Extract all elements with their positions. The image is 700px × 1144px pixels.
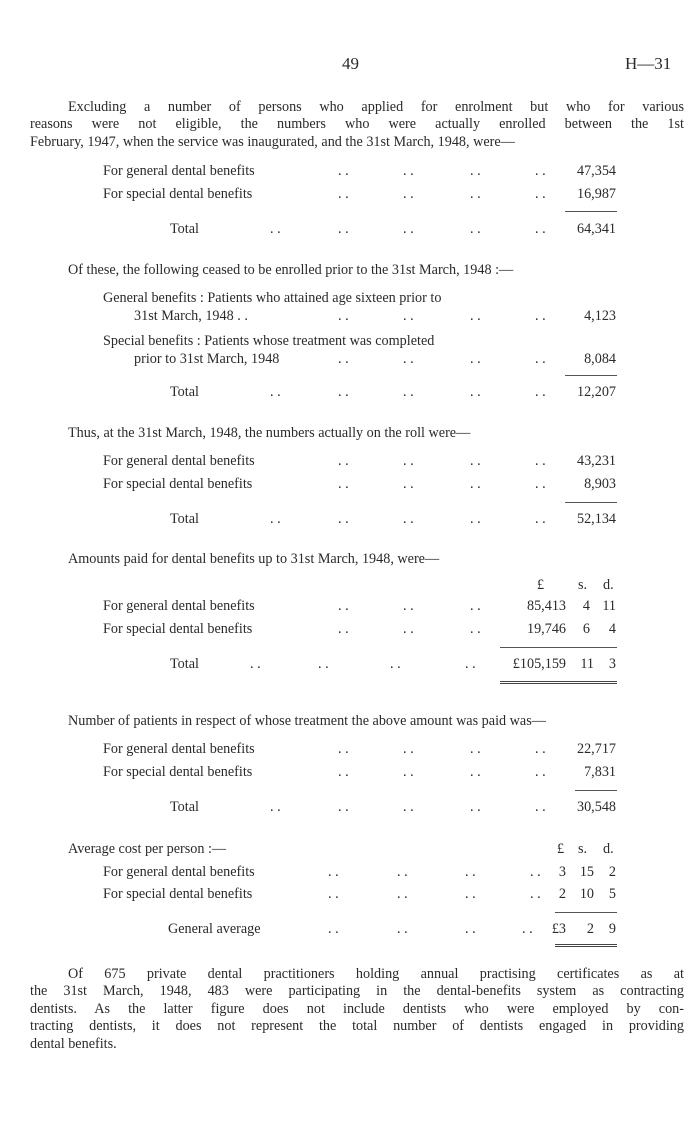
leader-dots: . . [535,384,546,400]
leader-dots: . . [470,453,481,469]
col-pounds: £ [537,577,545,593]
pounds-value: 19,746 [526,621,566,637]
leader-dots: . . [465,921,476,937]
leader-dots: . . [465,886,476,902]
pence-value: 4 [608,621,616,637]
closing-paragraph [30,966,684,1053]
pence-value: 2 [608,864,616,880]
row-value: 7,831 [584,764,616,780]
leader-dots: . . [403,598,414,614]
row-value: 16,987 [576,186,616,202]
row-label: Special benefits : Patients whose treatment was completed [103,333,435,349]
leader-dots: . . [270,384,281,400]
leader-dots: . . [338,476,349,492]
table-row [0,186,700,204]
row-value: 8,903 [584,476,616,492]
leader-dots: . . [470,476,481,492]
leader-dots: . . [535,163,546,179]
sum-rule [565,375,617,376]
pounds-value: 85,413 [526,598,566,614]
section-heading [0,841,700,859]
shillings-value: 15 [579,864,594,880]
col-pence: d. [603,841,614,857]
heading-text: Thus, at the 31st March, 1948, the numbers actually on the roll were— [68,425,471,441]
leader-dots: . . [338,764,349,780]
table-row [0,333,700,351]
heading-text: Of these, the following ceased to be enrolled prior to the 31st March, 1948 :— [68,262,514,278]
table-row [0,476,700,494]
sum-rule [555,912,617,913]
leader-dots: . . [338,598,349,614]
pounds-value: 2 [558,886,566,902]
leader-dots: . . [470,221,481,237]
shillings-value: 10 [579,886,594,902]
leader-dots: . . [535,308,546,324]
leader-dots: . . [470,799,481,815]
leader-dots: . . [338,186,349,202]
col-shillings: s. [578,577,588,593]
leader-dots: . . [403,799,414,815]
leader-dots: . . [250,656,261,672]
row-label: For general dental benefits [103,598,255,614]
leader-dots: . . [270,511,281,527]
leader-dots: . . [403,764,414,780]
leader-dots: . . [338,351,349,367]
shillings-value: 4 [582,598,590,614]
leader-dots: . . [397,921,408,937]
leader-dots: . . [397,864,408,880]
pence-value: 11 [602,598,616,614]
leader-dots: . . [270,799,281,815]
row-value: 8,084 [584,351,616,367]
row-label: For general dental benefits [103,741,255,757]
leader-dots: . . [470,764,481,780]
row-label: For special dental benefits [103,186,253,202]
leader-dots: . . [535,351,546,367]
row-label: For general dental benefits [103,163,255,179]
total-pence: 3 [608,656,616,672]
leader-dots: . . [535,453,546,469]
leader-dots: . . [403,511,414,527]
leader-dots: . . [403,351,414,367]
table-row [0,290,700,308]
closing-line: tracting dentists, it does not represent the total number of dentists engaged in providing [30,1018,684,1035]
intro-paragraph [30,99,684,151]
total-label: Total [170,656,199,672]
table-row [0,621,700,639]
col-pence: d. [603,577,614,593]
row-value: 43,231 [576,453,616,469]
heading-text: Average cost per person :— [68,841,227,857]
leader-dots: . . [535,799,546,815]
closing-line: the 31st March, 1948, 483 were participating in the dental-benefits system as contracting [30,983,684,1000]
row-label: 31st March, 1948 . . [134,308,248,324]
double-rule [555,944,617,947]
document-code: H—31 [625,54,672,73]
leader-dots: . . [403,741,414,757]
sum-rule [565,211,617,212]
section-heading [0,713,700,731]
total-value: 12,207 [576,384,616,400]
leader-dots: . . [535,186,546,202]
total-pounds: £3 [551,921,566,937]
leader-dots: . . [535,741,546,757]
sum-rule [500,647,617,648]
leader-dots: . . [470,598,481,614]
leader-dots: . . [403,163,414,179]
row-label: For special dental benefits [103,764,253,780]
total-value: 30,548 [576,799,616,815]
table-row [0,351,700,369]
column-header-row [0,577,700,595]
table-row [0,741,700,759]
col-shillings: s. [578,841,588,857]
heading-text: Amounts paid for dental benefits up to 31st March, 1948, were— [68,551,440,567]
leader-dots: . . [338,511,349,527]
row-label: For general dental benefits [103,864,255,880]
leader-dots: . . [465,656,476,672]
leader-dots: . . [338,308,349,324]
total-row [0,656,700,674]
leader-dots: . . [470,384,481,400]
shillings-value: 6 [582,621,590,637]
leader-dots: . . [522,921,533,937]
leader-dots: . . [530,886,541,902]
leader-dots: . . [270,221,281,237]
intro-line: Excluding a number of persons who applied for enrolment but who for various [68,99,684,115]
row-value: 4,123 [584,308,616,324]
total-row [0,384,700,402]
leader-dots: . . [470,351,481,367]
section-heading [0,262,700,280]
page-number: 49 [342,54,359,73]
pounds-value: 3 [558,864,566,880]
leader-dots: . . [530,864,541,880]
leader-dots: . . [535,511,546,527]
leader-dots: . . [328,921,339,937]
total-row [0,921,700,939]
table-row [0,453,700,471]
table-row [0,598,700,616]
total-label: Total [170,511,199,527]
sum-rule [565,502,617,503]
leader-dots: . . [535,221,546,237]
leader-dots: . . [318,656,329,672]
leader-dots: . . [403,621,414,637]
row-label: For special dental benefits [103,621,253,637]
leader-dots: . . [403,308,414,324]
leader-dots: . . [470,621,481,637]
leader-dots: . . [338,799,349,815]
leader-dots: . . [403,186,414,202]
row-label: General benefits : Patients who attained age sixteen prior to [103,290,442,306]
table-row [0,764,700,782]
closing-line: dental benefits. [30,1035,117,1052]
row-value: 47,354 [576,163,616,179]
table-row [0,308,700,326]
row-label: For special dental benefits [103,476,253,492]
total-row [0,799,700,817]
closing-line: Of 675 private dental practitioners holding annual practising certificates as at [68,966,684,982]
total-row [0,221,700,239]
leader-dots: . . [338,621,349,637]
total-label: Total [170,221,199,237]
closing-line: dentists. As the latter figure does not include dentists who were employed by con- [30,1000,684,1017]
leader-dots: . . [470,186,481,202]
section-heading [0,551,700,569]
leader-dots: . . [338,221,349,237]
leader-dots: . . [470,308,481,324]
table-row [0,864,700,882]
total-value: 64,341 [576,221,616,237]
row-label: For special dental benefits [103,886,253,902]
sum-rule [575,790,617,791]
section-heading [0,425,700,443]
total-shillings: 11 [580,656,594,672]
intro-line: February, 1947, when the service was inaugurated, and the 31st March, 1948, were— [30,133,515,150]
total-pence: 9 [608,921,616,937]
table-row [0,886,700,904]
leader-dots: . . [338,384,349,400]
table-row [0,163,700,181]
leader-dots: . . [338,453,349,469]
total-value: 52,134 [576,511,616,527]
double-rule [500,681,617,684]
total-label: Total [170,799,199,815]
leader-dots: . . [338,163,349,179]
total-pounds: £105,159 [512,656,566,672]
leader-dots: . . [403,221,414,237]
total-label: Total [170,384,199,400]
col-pounds: £ [557,841,565,857]
heading-text: Number of patients in respect of whose treatment the above amount was paid was— [68,713,546,729]
row-label: For general dental benefits [103,453,255,469]
leader-dots: . . [535,764,546,780]
leader-dots: . . [470,511,481,527]
intro-line: reasons were not eligible, the numbers who were actually enrolled between the 1st [30,116,684,133]
leader-dots: . . [535,476,546,492]
leader-dots: . . [403,476,414,492]
row-label: prior to 31st March, 1948 [134,351,280,367]
leader-dots: . . [390,656,401,672]
leader-dots: . . [403,384,414,400]
leader-dots: . . [470,163,481,179]
leader-dots: . . [338,741,349,757]
pence-value: 5 [608,886,616,902]
leader-dots: . . [397,886,408,902]
leader-dots: . . [328,864,339,880]
total-label: General average [168,921,261,937]
leader-dots: . . [403,453,414,469]
total-shillings: 2 [586,921,594,937]
leader-dots: . . [328,886,339,902]
total-row [0,511,700,529]
leader-dots: . . [465,864,476,880]
leader-dots: . . [470,741,481,757]
row-value: 22,717 [576,741,616,757]
